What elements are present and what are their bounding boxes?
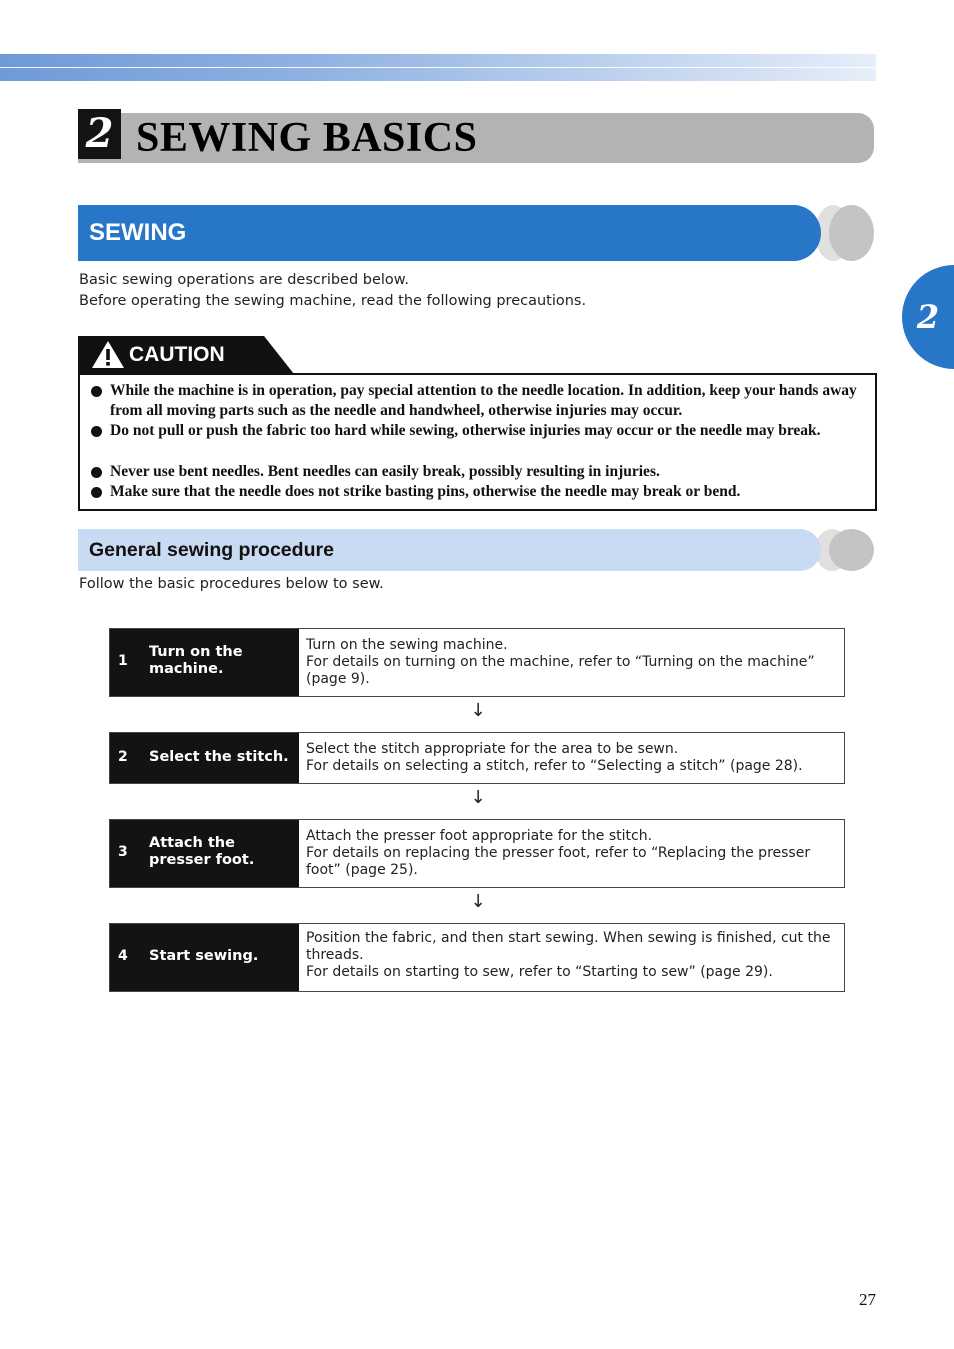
chapter-number: 2 [78,109,121,159]
warning-triangle-icon [90,339,126,370]
procedure-step-2 [109,732,845,784]
down-arrow-icon: ↓ [470,891,486,912]
subsection-intro: Follow the basic procedures below to sew. [79,576,384,592]
intro-line-1: Basic sewing operations are described below. [79,272,409,288]
caution-item: While the machine is in operation, pay special attention to the needle location. In addition, keep your hands away from all moving parts such as the needle and handwheel, otherwise injuries may occur. [110,382,857,419]
step-label: Attach the presser foot. [149,835,255,868]
caution-label: CAUTION [129,343,225,366]
step-description: Attach the presser foot appropriate for the stitch. For details on replacing the presser foot, refer to “Replacing the presser foot” (page 25). [306,828,811,878]
subsection-title: General sewing procedure [89,539,334,561]
procedure-step-4 [109,923,845,992]
section-bar-decoration [829,205,874,261]
step-description: Select the stitch appropriate for the area to be sewn. For details on selecting a stitch, refer to “Selecting a stitch” (page 28). [306,741,803,774]
step-number: 4 [118,948,128,964]
step-label: Start sewing. [149,948,259,964]
bullet-icon [91,386,102,397]
down-arrow-icon: ↓ [470,700,486,721]
step-number: 2 [118,749,128,765]
caution-item: Do not pull or push the fabric too hard while sewing, otherwise injuries may occur or the needle may break. [110,422,821,439]
top-decorative-band [0,54,876,81]
section-title: SEWING [89,219,187,246]
step-description: Position the fabric, and then start sewing. When sewing is finished, cut the threads. For details on starting to sew, refer to “Starting to sew” (page 29). [306,930,831,980]
chapter-title: SEWING BASICS [136,115,478,161]
step-description: Turn on the sewing machine. For details on turning on the machine, refer to “Turning on the machine” (page 9). [306,637,815,687]
bullet-icon [91,426,102,437]
procedure-step-1 [109,628,845,697]
bullet-icon [91,467,102,478]
caution-item: Never use bent needles. Bent needles can easily break, possibly resulting in injuries. [110,463,660,480]
caution-item: Make sure that the needle does not strike basting pins, otherwise the needle may break or bend. [110,483,741,500]
step-label: Turn on the machine. [149,644,243,677]
intro-line-2: Before operating the sewing machine, read the following precautions. [79,293,587,309]
down-arrow-icon: ↓ [470,787,486,808]
step-number: 1 [118,653,128,669]
side-tab-number: 2 [916,298,940,336]
step-number: 3 [118,844,128,860]
step-label: Select the stitch. [149,749,289,765]
subsection-bar-decoration [829,529,874,571]
bullet-icon [91,487,102,498]
procedure-step-3 [109,819,845,888]
page-number: 27 [859,1290,876,1309]
